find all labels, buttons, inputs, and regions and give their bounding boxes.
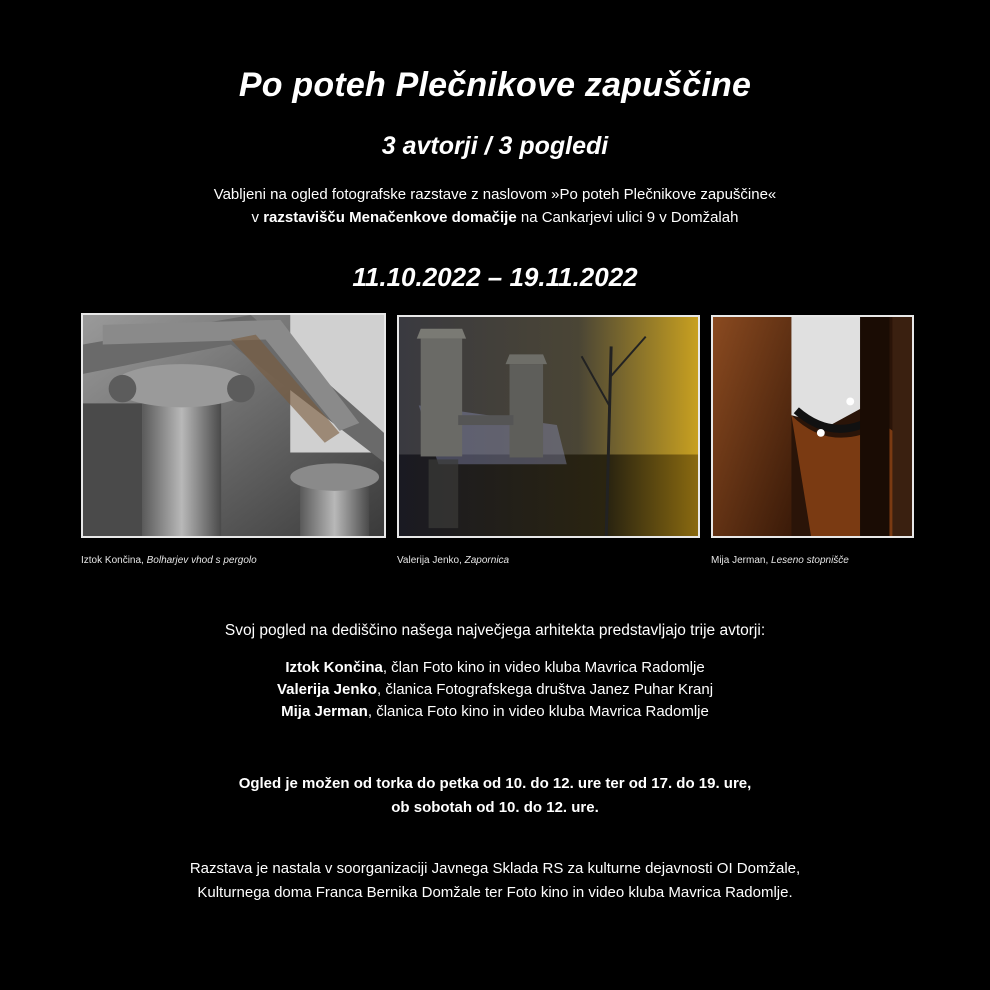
invitation-prefix: v: [251, 209, 264, 226]
caption-author: Iztok Končina: [81, 555, 142, 566]
caption-photo-title: Zapornica: [464, 555, 510, 566]
photo-wooden-staircase: [711, 315, 914, 538]
venue-name: razstavišču Menačenkove domačije: [263, 209, 517, 226]
invitation-line-1: Vabljeni na ogled fotografske razstave z naslovom »Po poteh Plečnikove zapuščine«: [213, 186, 777, 203]
caption-author: Mija Jerman: [711, 555, 766, 566]
caption-photo-title: Leseno stopnišče: [771, 555, 849, 566]
author-name: Mija Jerman: [281, 703, 368, 720]
organizers-credits: [0, 857, 990, 905]
opening-hours-line-2: ob sobotah od 10. do 12. ure.: [391, 799, 599, 816]
author-affiliation: , članica Foto kino in video kluba Mavrica Radomlje: [367, 703, 709, 720]
opening-hours-line-1: Ogled je možen od torka do petka od 10. do 12. ure ter od 17. do 19. ure,: [238, 775, 752, 792]
invitation-line-2: [0, 206, 990, 229]
author-item: [0, 657, 990, 679]
page-title: Po poteh Plečnikove zapuščine: [238, 66, 752, 104]
author-name: Iztok Končina: [285, 659, 383, 676]
caption-photo-3: [711, 555, 849, 566]
caption-separator: ,: [765, 555, 772, 566]
photo-column-pergola: [81, 313, 386, 538]
author-item: [0, 679, 990, 701]
opening-hours: [0, 772, 990, 820]
photo-sluice-gate: [397, 315, 700, 538]
credits-line-1: Razstava je nastala v soorganizaciji Javnega Sklada RS za kulturne dejavnosti OI Domžale,: [189, 860, 801, 877]
authors-list: [0, 657, 990, 723]
caption-separator: ,: [459, 555, 465, 566]
author-affiliation: , član Foto kino in video kluba Mavrica Radomlje: [382, 659, 705, 676]
credits-line-2: Kulturnega doma Franca Bernika Domžale ter Foto kino in video kluba Mavrica Radomlje.: [197, 884, 793, 901]
venue-address: na Cankarjevi ulici 9 v Domžalah: [516, 209, 739, 226]
invitation-text: [0, 183, 990, 229]
caption-separator: ,: [141, 555, 147, 566]
caption-photo-title: Bolharjev vhod s pergolo: [146, 555, 257, 566]
author-item: [0, 701, 990, 723]
page-subtitle: 3 avtorji / 3 pogledi: [381, 132, 609, 160]
caption-photo-2: [397, 555, 509, 566]
exhibition-dates: 11.10.2022 – 19.11.2022: [352, 262, 638, 292]
author-affiliation: , članica Fotografskega društva Janez Puhar Kranj: [377, 681, 714, 698]
caption-photo-1: [81, 555, 257, 566]
author-name: Valerija Jenko: [276, 681, 378, 698]
caption-author: Valerija Jenko: [397, 555, 460, 566]
authors-intro: Svoj pogled na dediščino našega največjega arhitekta predstavljajo trije avtorji:: [224, 622, 766, 639]
